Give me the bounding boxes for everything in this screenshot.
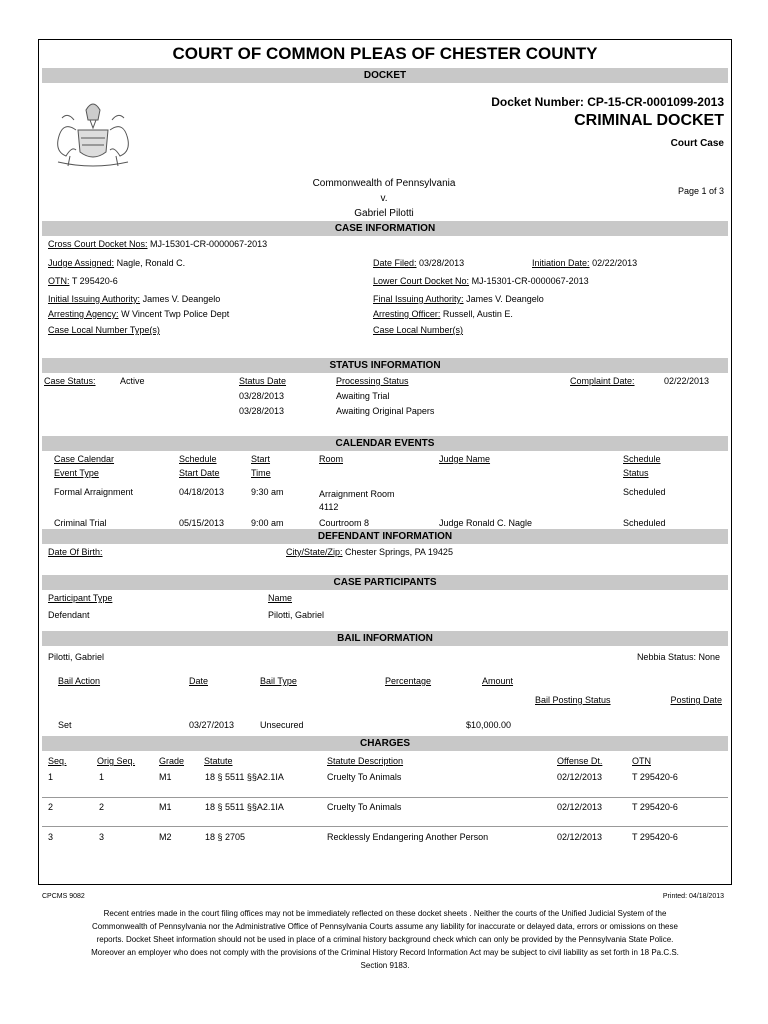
form-id: CPCMS 9082 [42,893,85,900]
cal-header-event1: Case Calendar [54,454,115,464]
charge-offense-date: 02/12/2013 [557,802,603,812]
docket-bar: DOCKET [42,68,728,83]
initial-authority-row [48,294,220,304]
case-kind: Court Case [670,138,724,149]
charge-offense-date: 02/12/2013 [557,772,603,782]
charge-orig-seq: 2 [99,802,105,812]
charges-statute-header: Statute [204,756,233,766]
charge-seq: 3 [48,832,54,842]
dob-label: Date Of Birth: [48,547,103,557]
docket-type: CRIMINAL DOCKET [574,112,724,129]
cal-header-start1: Start [251,454,271,464]
cal-header-start2: Time [251,468,271,478]
charge-seq: 2 [48,802,54,812]
charge-description: Recklessly Endangering Another Person [327,832,489,842]
participants-bar: CASE PARTICIPANTS [42,575,728,590]
cross-court-row [48,239,267,249]
case-status-value: Active [120,376,145,386]
charge-description: Cruelty To Animals [327,802,402,812]
disclaimer-text: Recent entries made in the court filing offices may not be immediately reflected on these docket sheets . Neither the courts of the Unified Judicial System of the Commonwealth of Pennsylvania nor the Administrative Office of Pennsylvania Courts assume any liability for inaccurate or delayed data, errors or omissions on these reports. Docket Sheet information should not be used in place of a criminal history background check which can only be provided by the Pennsylvania State Police. Moreover an employer who does not comply with the provisions of the Criminal History Record Information Act may be subject to civil liability as set forth in 18 Pa.C.S. Section 9183. [91,909,679,970]
charge-statute: 18 § 5511 §§A2.1IA [205,772,284,782]
otn-row [48,276,118,286]
initiation-label: Initiation Date: [532,258,590,268]
cal-row-room-number: 4112 [319,502,339,512]
cal-row-room: Courtroom 8 [319,518,370,528]
bail-person: Pilotti, Gabriel [48,652,105,662]
charge-grade: M2 [159,832,172,842]
charges-otn-header: OTN [632,756,651,766]
charge-offense-date: 02/12/2013 [557,832,603,842]
cal-header-status1: Schedule [623,454,661,464]
cross-court-value: MJ-15301-CR-0000067-2013 [150,239,268,249]
charges-desc-header: Statute Description [327,756,404,766]
cal-row-date: 05/15/2013 [179,518,225,528]
charges-bar: CHARGES [42,736,728,751]
final-authority-row [373,294,544,304]
charges-grade-header: Grade [159,756,185,766]
final-authority-label: Final Issuing Authority: [373,294,464,304]
charges-orig-header: Orig Seq. [97,756,136,766]
charge-separator [42,826,728,827]
arresting-agency-value: W Vincent Twp Police Dept [121,309,230,319]
calendar-bar: CALENDAR EVENTS [42,436,728,451]
cal-row-event: Criminal Trial [54,518,107,528]
bail-action-value: Set [58,720,72,730]
court-title: COURT OF COMMON PLEAS OF CHESTER COUNTY [172,44,598,63]
city-label: City/State/Zip: [286,547,343,557]
cal-header-room: Room [319,454,344,464]
cal-header-sched2: Start Date [179,468,220,478]
initial-authority-value: James V. Deangelo [142,294,221,304]
charge-orig-seq: 3 [99,832,105,842]
status-date-header: Status Date [239,376,287,386]
page-number: Page 1 of 3 [677,186,724,196]
city-row [286,547,453,557]
complaint-date-label: Complaint Date: [570,376,635,386]
initiation-row [532,258,637,268]
date-filed-value: 03/28/2013 [419,258,465,268]
cal-header-sched1: Schedule [179,454,217,464]
charge-statute: 18 § 2705 [205,832,246,842]
pennsylvania-coat-of-arms-icon [48,90,138,170]
bail-amount-value: $10,000.00 [466,720,512,730]
charge-orig-seq: 1 [99,772,105,782]
status-row-status: Awaiting Original Papers [336,406,435,416]
date-filed-label: Date Filed: [373,258,417,268]
status-row-date: 03/28/2013 [239,406,285,416]
charge-description: Cruelty To Animals [327,772,402,782]
lower-court-row [373,276,589,286]
bail-type-value: Unsecured [260,720,304,730]
otn-label: OTN: [48,276,70,286]
complaint-date-value: 02/22/2013 [664,376,710,386]
status-info-bar: STATUS INFORMATION [42,358,728,373]
charges-offense-header: Offense Dt. [557,756,603,766]
caption-defendant: Gabriel Pilotti [354,208,414,219]
charge-grade: M1 [159,772,172,782]
bail-type-header: Bail Type [260,676,297,686]
cal-header-judge: Judge Name [439,454,491,464]
charge-otn: T 295420-6 [632,832,678,842]
participant-name-value: Pilotti, Gabriel [268,610,325,620]
bail-posting-status-header: Bail Posting Status [535,695,611,705]
charge-separator [42,797,728,798]
judge-value: Nagle, Ronald C. [116,258,186,268]
cal-row-judge: Judge Ronald C. Nagle [439,518,533,528]
charges-seq-header: Seq. [48,756,67,766]
bail-action-header: Bail Action [58,676,101,686]
cal-row-date: 04/18/2013 [179,487,225,497]
cal-row-room: Arraignment Room [319,489,395,499]
lower-court-label: Lower Court Docket No: [373,276,470,286]
cal-row-status: Scheduled [623,518,666,528]
arresting-agency-label: Arresting Agency: [48,309,119,319]
final-authority-value: James V. Deangelo [466,294,544,304]
city-value: Chester Springs, PA 19425 [345,547,453,557]
initiation-value: 02/22/2013 [592,258,638,268]
caption-versus: v. [380,193,388,204]
judge-label: Judge Assigned: [48,258,115,268]
docket-number: Docket Number: CP-15-CR-0001099-2013 [491,95,724,109]
arresting-officer-row [373,309,513,319]
nebbia-status: Nebbia Status: None [636,652,720,662]
charge-seq: 1 [48,772,54,782]
participant-name-header: Name [268,593,293,603]
bail-amount-header: Amount [482,676,514,686]
participant-type-value: Defendant [48,610,90,620]
case-info-bar: CASE INFORMATION [42,221,728,236]
cal-header-event2: Event Type [54,468,99,478]
cal-row-event: Formal Arraignment [54,487,134,497]
lower-court-value: MJ-15301-CR-0000067-2013 [471,276,589,286]
status-row-date: 03/28/2013 [239,391,285,401]
case-status-label: Case Status: [44,376,96,386]
date-filed-row [373,258,464,268]
case-local-type-label: Case Local Number Type(s) [48,325,160,335]
otn-value: T 295420-6 [71,276,118,286]
cal-row-time: 9:00 am [251,518,284,528]
cross-court-label: Cross Court Docket Nos: [48,239,148,249]
charge-statute: 18 § 5511 §§A2.1IA [205,802,284,812]
bail-posting-date-header: Posting Date [670,695,722,705]
bail-date-value: 03/27/2013 [189,720,235,730]
printed-date: Printed: 04/18/2013 [662,893,724,900]
initial-authority-label: Initial Issuing Authority: [48,294,141,304]
processing-status-header: Processing Status [336,376,409,386]
bail-percentage-header: Percentage [385,676,432,686]
judge-row [48,258,185,268]
cal-row-time: 9:30 am [251,487,284,497]
charge-grade: M1 [159,802,172,812]
defendant-bar: DEFENDANT INFORMATION [42,529,728,544]
charge-otn: T 295420-6 [632,802,678,812]
caption-plaintiff: Commonwealth of Pennsylvania [312,178,456,189]
bail-date-header: Date [189,676,209,686]
charge-otn: T 295420-6 [632,772,678,782]
arresting-officer-value: Russell, Austin E. [442,309,513,319]
cal-row-status: Scheduled [623,487,666,497]
case-local-number-label: Case Local Number(s) [373,325,464,335]
cal-header-status2: Status [623,468,649,478]
participant-type-header: Participant Type [48,593,113,603]
status-row-status: Awaiting Trial [336,391,390,401]
arresting-agency-row [48,309,229,319]
arresting-officer-label: Arresting Officer: [373,309,441,319]
bail-bar: BAIL INFORMATION [42,631,728,646]
